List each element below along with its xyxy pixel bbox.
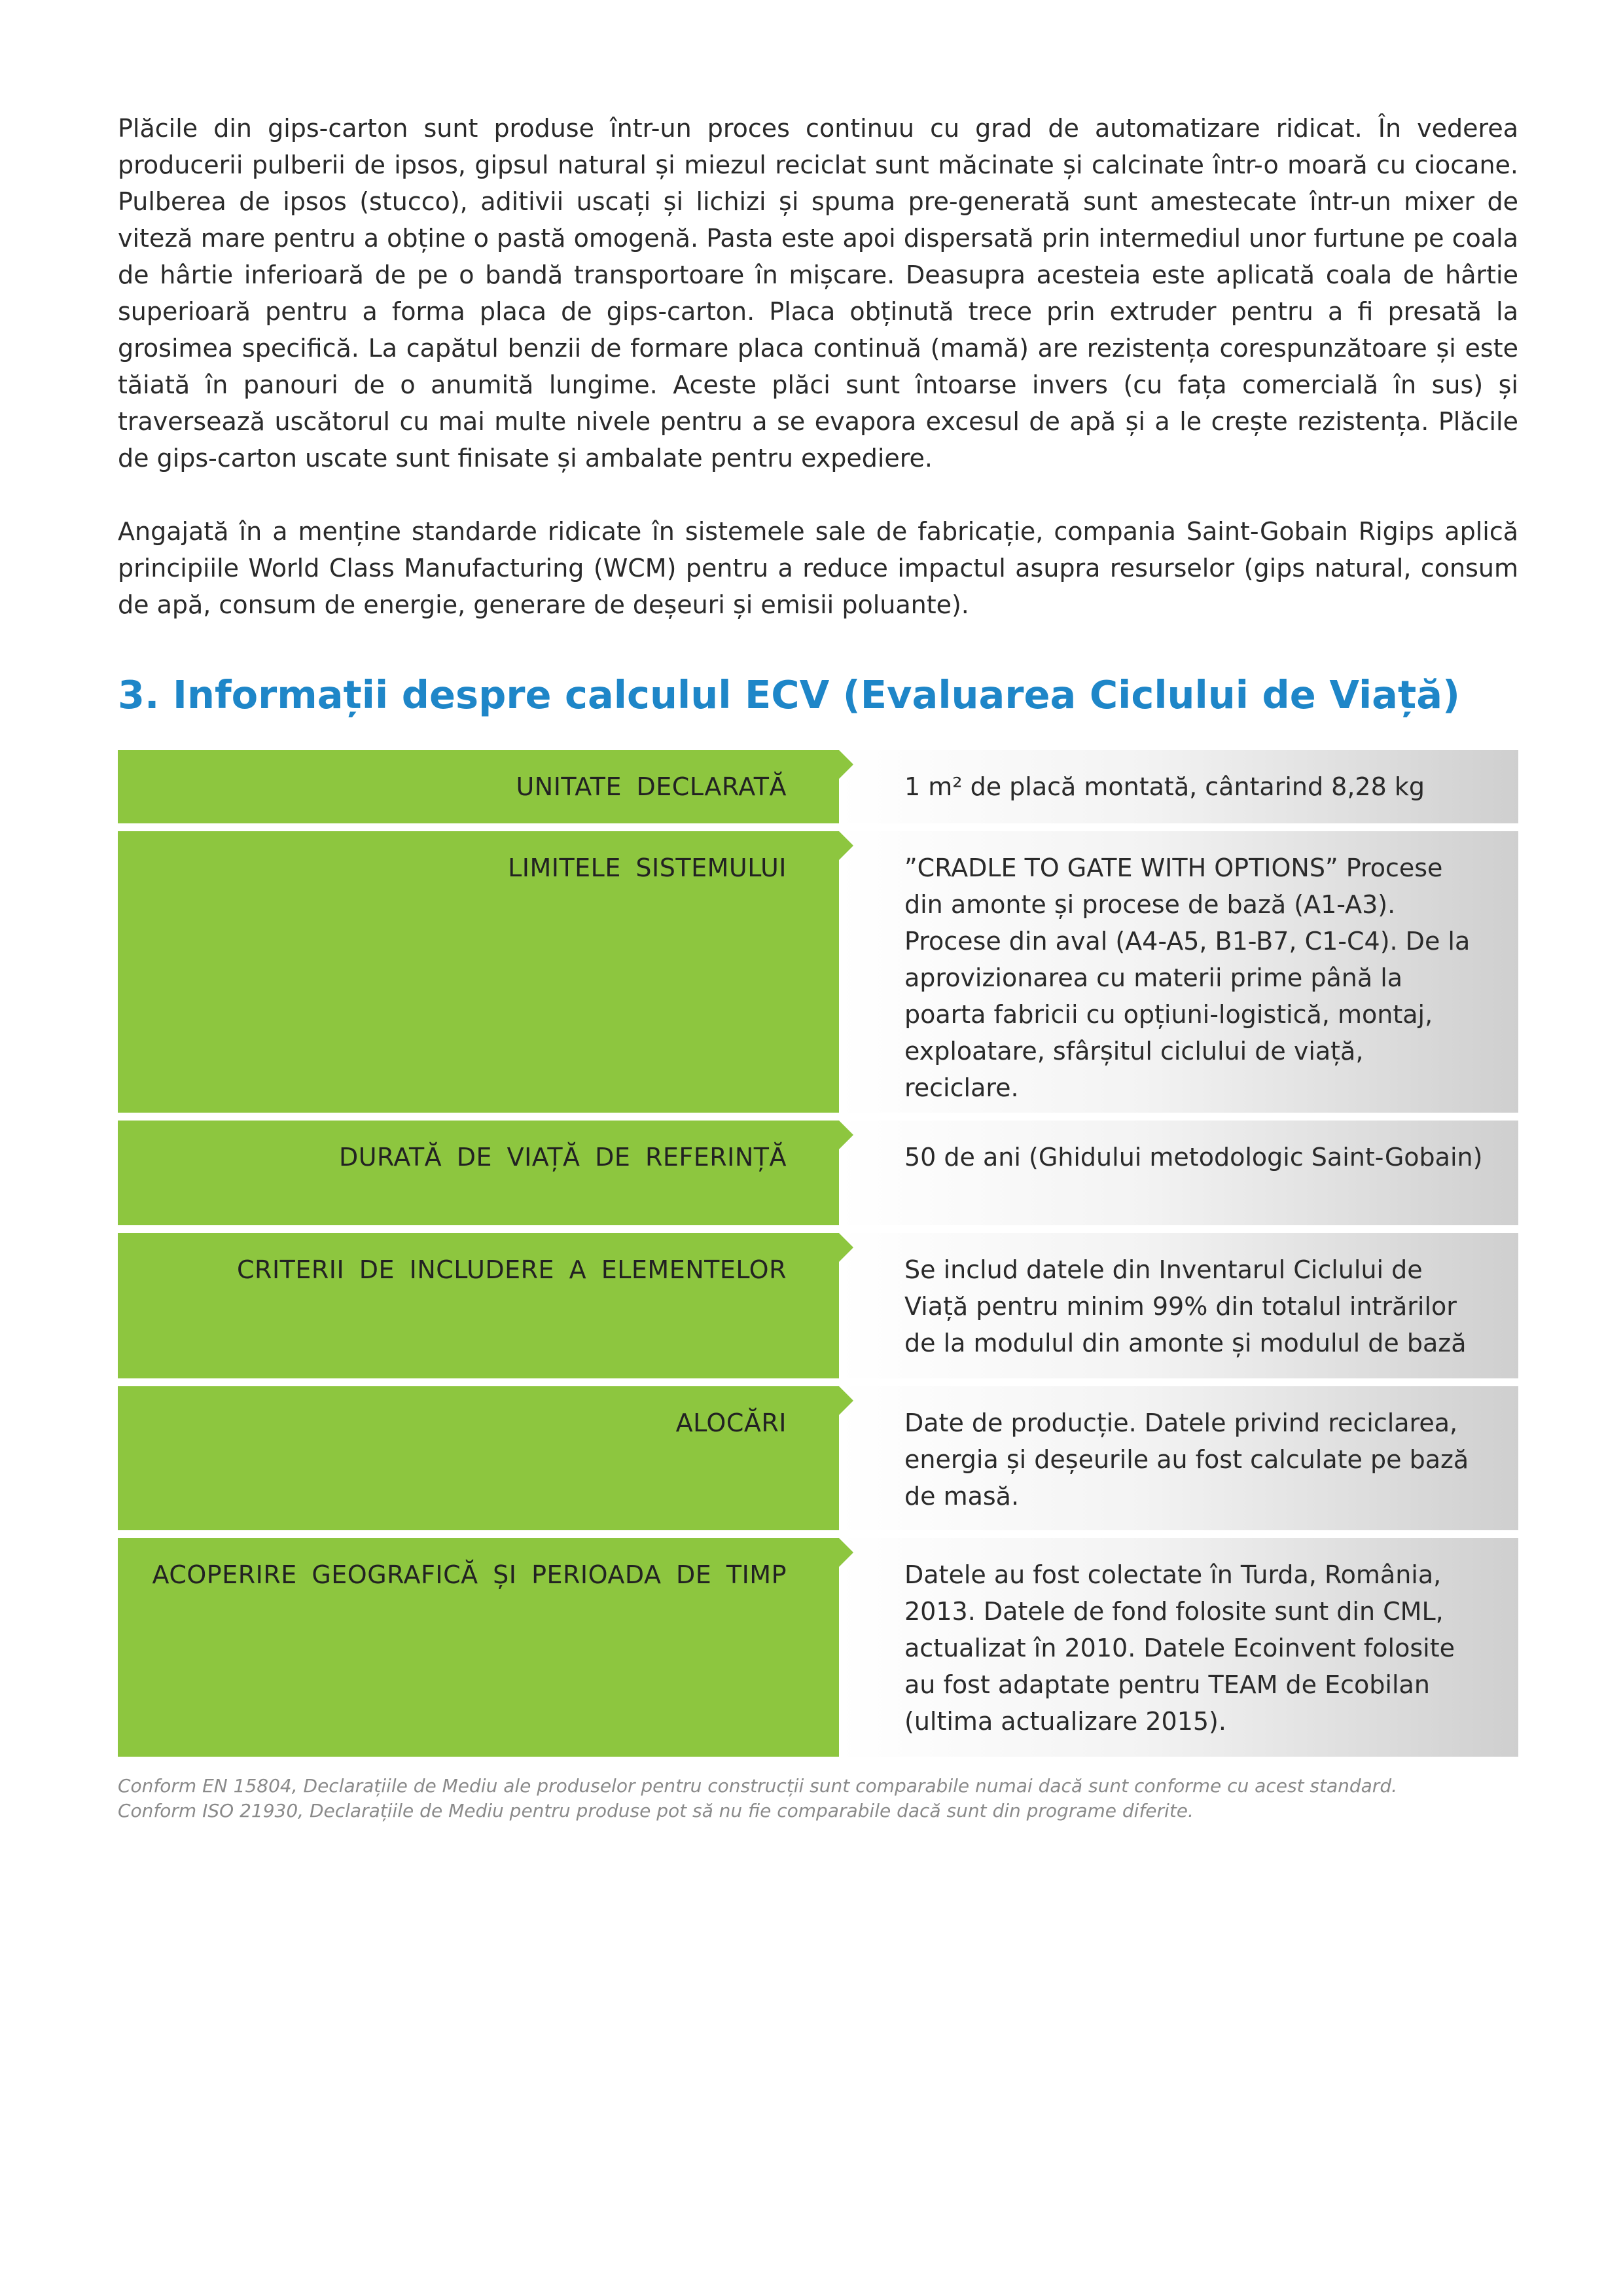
row-label: ALOCĂRI bbox=[118, 1386, 839, 1530]
table-row bbox=[118, 750, 1518, 823]
row-label: UNITATE DECLARATĂ bbox=[118, 750, 839, 823]
row-label: LIMITELE SISTEMULUI bbox=[118, 831, 839, 1113]
table-row bbox=[118, 1233, 1518, 1378]
footnote-en15804: Conform EN 15804, Declarațiile de Mediu ale produselor pentru construcții sunt comparabile numai dacă sunt conforme cu acest standard. bbox=[118, 1775, 1397, 1797]
section-title: 3. Informații despre calculul ECV (Evaluarea Ciclului de Viață) bbox=[118, 672, 1460, 717]
row-value: Se includ datele din Inventarul Ciclului de Viață pentru minim 99% din totalul intrărilor de la modulul din amonte și modulul de bază bbox=[839, 1233, 1518, 1378]
table-row bbox=[118, 1121, 1518, 1225]
row-value: 50 de ani (Ghidului metodologic Saint-Gobain) bbox=[839, 1121, 1518, 1225]
footnote-iso21930: Conform ISO 21930, Declarațiile de Mediu pentru produse pot să nu fie comparabile dacă sunt din programe diferite. bbox=[118, 1800, 1194, 1821]
table-row bbox=[118, 831, 1518, 1113]
table-row bbox=[118, 1386, 1518, 1530]
paragraph-process: Plăcile din gips-carton sunt produse într-un proces continuu cu grad de automatizare ridicat. În vederea producerii pulberii de ipsos, gipsul natural și miezul reciclat sunt măcinate și calcinate într-o moară cu ciocane. Pulberea de ipsos (stucco), aditivii uscați și lichizi și spuma pre-generată sunt amestecate într-un mixer de viteză mare pentru a obține o pastă omogenă. Pasta este apoi dispersată prin intermediul unor furtune pe coala de hârtie inferioară de pe o bandă transportoare în mișcare. Deasupra acesteia este aplicată coala de hârtie superioară pentru a forma placa de gips-carton. Placa obținută trece prin extruder pentru a fi presată la grosimea specifică. La capătul benzii de formare placa continuă (mamă) are rezistența corespunzătoare și este tăiată în panouri de o anumită lungime. Aceste plăci sunt întoarse invers (cu fața comercială în sus) și traversează uscătorul cu mai multe nivele pentru a se evapora excesul de apă și a le crește rezistența. Plăcile de gips-carton uscate sunt finisate și ambalate pentru expediere. bbox=[118, 114, 1518, 473]
row-value: Date de producție. Datele privind reciclarea, energia și deșeurile au fost calculate pe bază de masă. bbox=[839, 1386, 1518, 1530]
row-label: ACOPERIRE GEOGRAFICĂ ȘI PERIOADA DE TIMP bbox=[118, 1538, 839, 1757]
row-label: CRITERII DE INCLUDERE A ELEMENTELOR bbox=[118, 1233, 839, 1378]
footnotes bbox=[118, 1774, 1518, 1823]
row-value: Datele au fost colectate în Turda, România, 2013. Datele de fond folosite sunt din CML, actualizat în 2010. Datele Ecoinvent folosite au fost adaptate pentru TEAM de Ecobilan (ultima actualizare 2015). bbox=[839, 1538, 1518, 1757]
row-label: DURATĂ DE VIAȚĂ DE REFERINȚĂ bbox=[118, 1121, 839, 1225]
lca-info-table bbox=[118, 750, 1518, 1765]
row-value: 1 m² de placă montată, cântarind 8,28 kg bbox=[839, 750, 1518, 823]
body-text bbox=[118, 110, 1518, 721]
row-value: ”CRADLE TO GATE WITH OPTIONS” Procese din amonte și procese de bază (A1-A3). Procese din aval (A4-A5, B1-B7, C1-C4). De la aprovizionarea cu materii prime până la poarta fabricii cu opțiuni-logistică, montaj, exploatare, sfârșitul ciclului de viață, reciclare. bbox=[839, 831, 1518, 1113]
table-row bbox=[118, 1538, 1518, 1757]
paragraph-wcm: Angajată în a menține standarde ridicate în sistemele sale de fabricație, compania Saint-Gobain Rigips aplică principiile World Class Manufacturing (WCM) pentru a reduce impactul asupra resurselor (gips natural, consum de apă, consum de energie, generare de deșeuri și emisii poluante). bbox=[118, 517, 1518, 619]
